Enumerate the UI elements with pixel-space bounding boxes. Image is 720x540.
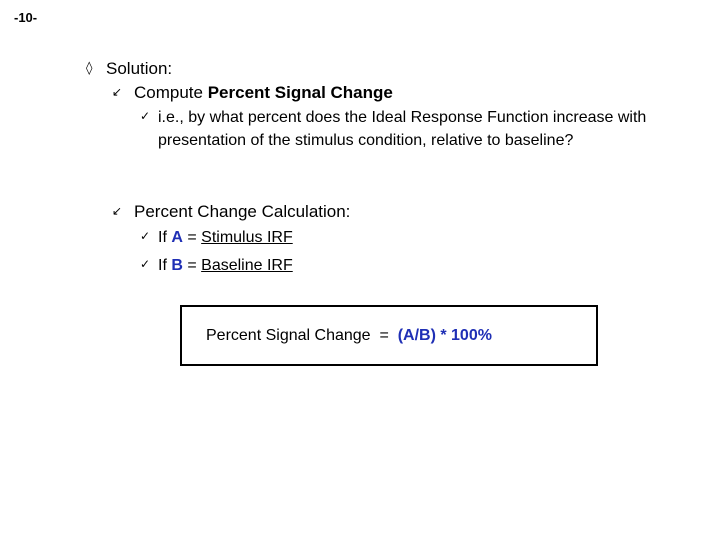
stimulus-irf-label: Stimulus IRF (201, 229, 293, 246)
compute-emphasis: Percent Signal Change (207, 83, 393, 102)
solution-label: Solution: (106, 59, 173, 78)
if-b-equals: = (182, 257, 202, 274)
if-a-prefix: If (158, 229, 172, 246)
baseline-irf-label: Baseline IRF (201, 257, 293, 274)
formula-lhs: Percent Signal Change = (206, 327, 398, 344)
slide-number: -10- (14, 10, 38, 25)
calculation-label: Percent Change Calculation: (134, 202, 351, 221)
ie-text: i.e., by what percent does the Ideal Response Function increase with presentation of the stimulus condition, relative to baseline? (158, 109, 647, 149)
formula-rhs: (A/B) * 100% (397, 327, 492, 344)
arrow-bullet-icon: ↙ (112, 204, 123, 218)
formula-box (180, 305, 598, 366)
outline-item-ie (140, 106, 670, 152)
outline-item-if-a (140, 226, 293, 249)
outline-item-calculation (112, 201, 350, 222)
if-a-text (158, 226, 293, 249)
outline-item-if-b (140, 254, 293, 277)
arrow-bullet-icon: ↙ (112, 85, 123, 99)
compute-text (134, 82, 393, 103)
variable-b: B (171, 257, 183, 274)
formula-text (206, 327, 492, 345)
check-bullet-icon: ✓ (140, 109, 151, 123)
check-bullet-icon: ✓ (140, 229, 151, 243)
outline-item-compute (112, 82, 393, 103)
check-bullet-icon: ✓ (140, 257, 151, 271)
if-a-equals: = (182, 229, 202, 246)
if-b-text (158, 254, 293, 277)
if-b-prefix: If (158, 257, 172, 274)
compute-prefix: Compute (134, 83, 208, 102)
outline-item-solution (86, 58, 172, 79)
lozenge-bullet-icon: ◊ (86, 61, 93, 76)
variable-a: A (171, 229, 183, 246)
